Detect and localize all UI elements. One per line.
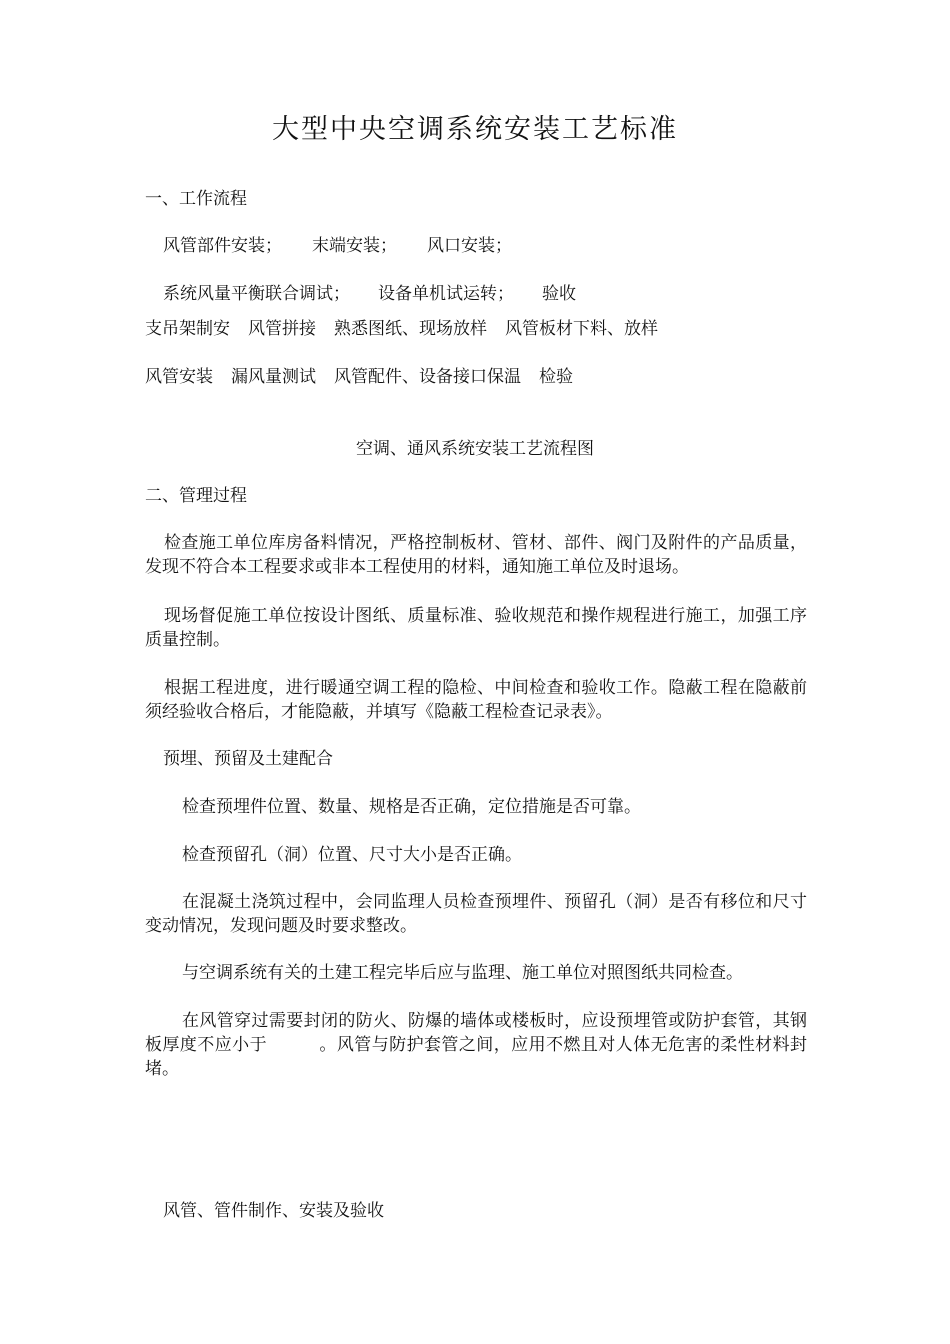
section-heading-duct-fabrication: 风管、管件制作、安装及验收 <box>163 1201 384 1221</box>
workflow-step: 验收 <box>542 284 576 304</box>
sleeve-text-part-1: 在风管穿过需要封闭的防火、防爆的墙体或楼板时，应设预埋管或防护套管，其钢板厚度不应小于 <box>145 1011 807 1055</box>
item-concrete-pouring-check: 在混凝土浇筑过程中，会同监理人员检查预埋件、预留孔（洞）是否有移位和尺寸变动情况，发现问题及时要求整改。 <box>145 892 807 936</box>
workflow-step: 设备单机试运转； <box>378 284 514 304</box>
workflow-step: 风管配件、设备接口保温 <box>334 367 521 387</box>
workflow-step: 熟悉图纸、现场放样 <box>334 319 487 339</box>
flowchart-caption: 空调、通风系统安装工艺流程图 <box>356 439 594 459</box>
workflow-step: 支吊架制安 <box>145 319 230 339</box>
workflow-row-4 <box>145 365 573 389</box>
section-heading-management: 二、管理过程 <box>145 486 247 506</box>
item-reserved-holes-check: 检查预留孔（洞）位置、尺寸大小是否正确。 <box>182 845 522 865</box>
workflow-step: 风口安装； <box>427 236 512 256</box>
workflow-step: 检验 <box>539 367 573 387</box>
item-embedded-parts-check: 检查预埋件位置、数量、规格是否正确，定位措施是否可靠。 <box>182 797 641 817</box>
workflow-step: 风管安装 <box>145 367 213 387</box>
workflow-row-1 <box>163 234 512 258</box>
subsection-heading-embedded: 预埋、预留及土建配合 <box>163 749 333 769</box>
workflow-step: 漏风量测试 <box>231 367 316 387</box>
document-title: 大型中央空调系统安装工艺标准 <box>272 114 678 145</box>
paragraph-concealed-work: 根据工程进度，进行暖通空调工程的隐检、中间检查和验收工作。隐蔽工程在隐蔽前须经验收合格后，才能隐蔽，并填写《隐蔽工程检查记录表》。 <box>145 678 807 722</box>
item-fire-wall-sleeve <box>145 1009 807 1081</box>
workflow-row-2 <box>163 282 576 306</box>
paragraph-construction-supervision: 现场督促施工单位按设计图纸、质量标准、验收规范和操作规程进行施工，加强工序质量控制。 <box>145 606 807 650</box>
workflow-row-3 <box>145 317 658 341</box>
item-civil-works-joint-check: 与空调系统有关的土建工程完毕后应与监理、施工单位对照图纸共同检查。 <box>182 963 743 983</box>
section-heading-workflow: 一、工作流程 <box>145 189 247 209</box>
workflow-step: 系统风量平衡联合调试； <box>163 284 350 304</box>
workflow-step: 风管部件安装； <box>163 236 282 256</box>
workflow-step: 风管拼接 <box>248 319 316 339</box>
workflow-step: 风管板材下料、放样 <box>505 319 658 339</box>
sleeve-text-part-2: 。风管与防护套管之间，应用不燃且对人体无危害的柔性材料封堵。 <box>145 1035 807 1079</box>
workflow-step: 末端安装； <box>312 236 397 256</box>
paragraph-material-check: 检查施工单位库房备料情况，严格控制板材、管材、部件、阀门及附件的产品质量，发现不符合本工程要求或非本工程使用的材料，通知施工单位及时退场。 <box>145 533 807 577</box>
